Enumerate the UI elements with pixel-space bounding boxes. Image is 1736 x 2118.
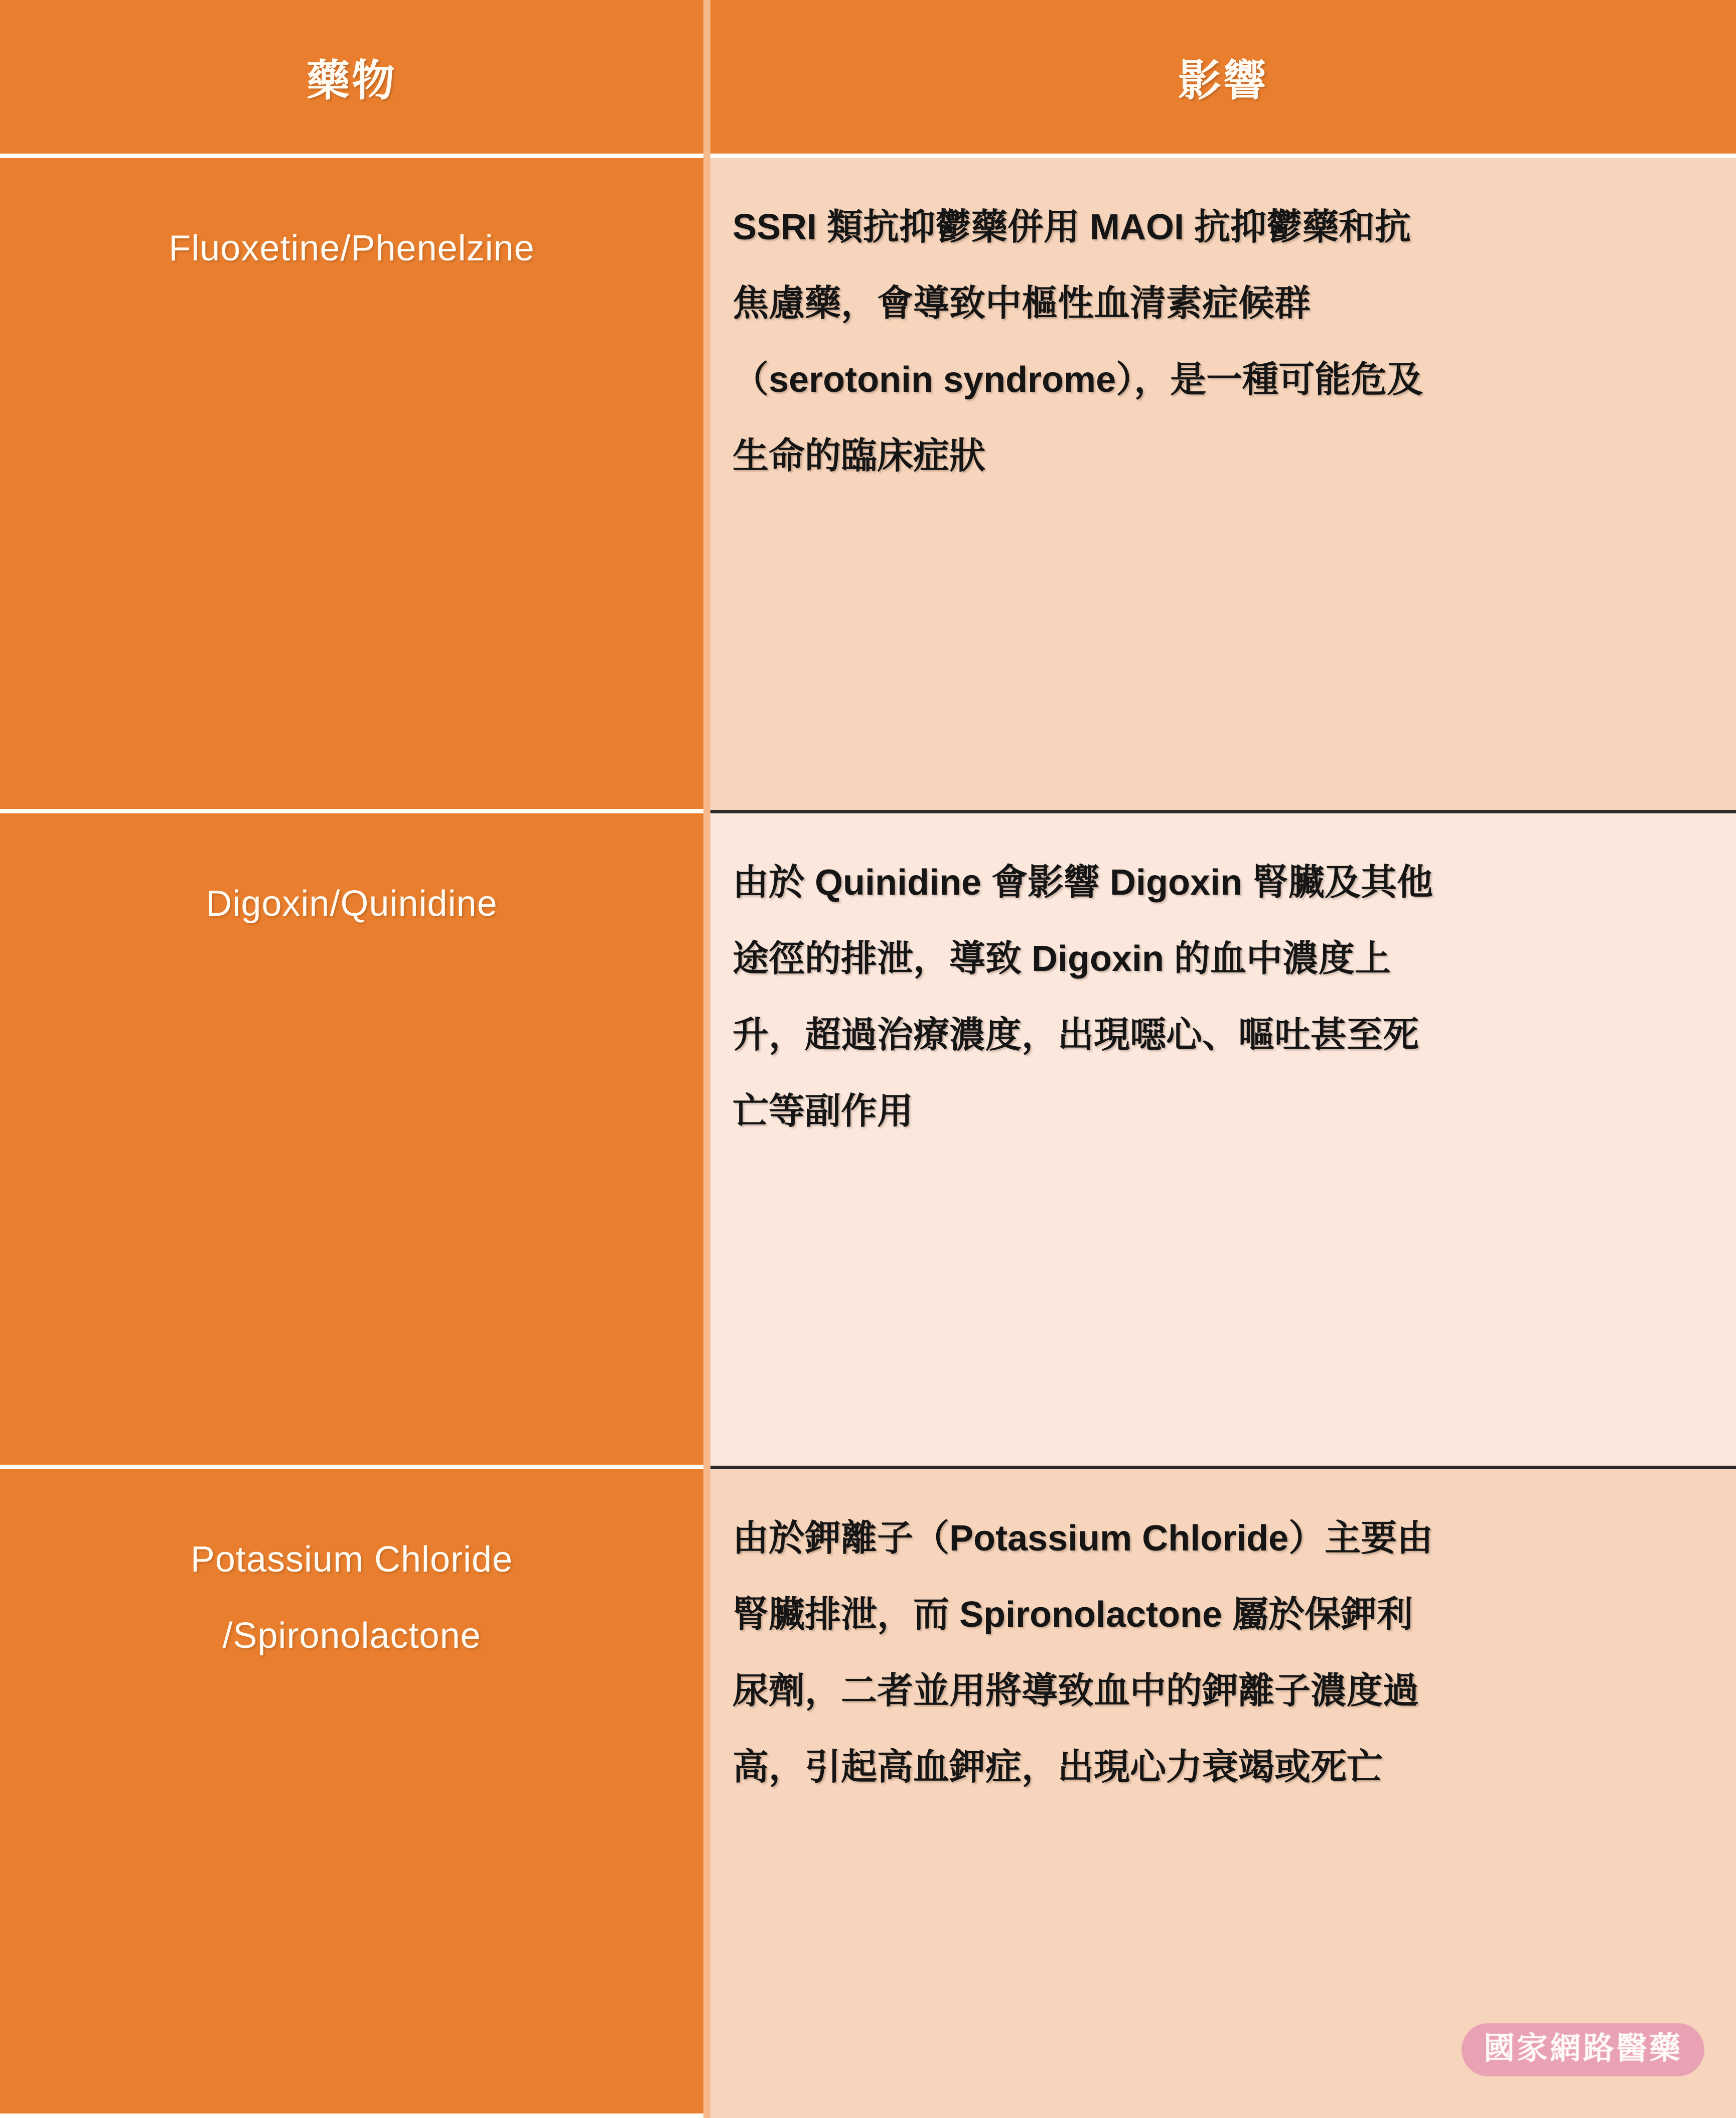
drug-name-line: Digoxin/Quinidine <box>206 884 498 924</box>
drug-name-line: Potassium Chloride <box>190 1539 513 1580</box>
table-header-row <box>0 0 1736 158</box>
effect-cell <box>710 158 1736 813</box>
effect-text-line: 生命的臨床症狀 <box>733 436 986 476</box>
effect-text-line: 由於 Quinidine 會影響 Digoxin 腎臟及其他 <box>733 863 1433 903</box>
site-watermark-badge: 國家網路醫藥 <box>1462 2023 1704 2076</box>
effect-text-line: SSRI 類抗抑鬱藥併用 MAOI 抗抑鬱藥和抗 <box>733 207 1411 247</box>
effect-text-line: （serotonin syndrome），是一種可能危及 <box>733 360 1423 400</box>
drug-cell <box>0 158 703 813</box>
effect-cell <box>710 1469 1736 2118</box>
drug-name-line: Fluoxetine/Phenelzine <box>169 228 535 268</box>
effect-text-line: 亡等副作用 <box>733 1091 914 1132</box>
table-row <box>0 813 1736 1469</box>
table-row <box>0 1469 1736 2118</box>
column-divider <box>703 158 710 813</box>
effect-text-line: 由於鉀離子（Potassium Chloride）主要由 <box>733 1518 1433 1559</box>
drug-name-line: /Spironolactone <box>222 1615 481 1656</box>
column-divider <box>703 0 710 158</box>
effect-text-line: 焦慮藥，會導致中樞性血清素症候群 <box>733 284 1311 324</box>
effect-text-line: 升，超過治療濃度，出現噁心、嘔吐甚至死 <box>733 1015 1419 1056</box>
effect-text-line: 腎臟排泄，而 Spironolactone 屬於保鉀利 <box>733 1594 1413 1635</box>
column-header-effect: 影響 <box>710 0 1736 158</box>
column-header-drug: 藥物 <box>0 0 703 158</box>
drug-cell <box>0 813 703 1469</box>
table-row <box>0 158 1736 813</box>
drug-cell <box>0 1469 703 2118</box>
column-divider <box>703 1469 710 2118</box>
column-divider <box>703 813 710 1469</box>
effect-text-line: 高，引起高血鉀症，出現心力衰竭或死亡 <box>733 1747 1383 1787</box>
effect-cell <box>710 813 1736 1469</box>
effect-text-line: 途徑的排泄，導致 Digoxin 的血中濃度上 <box>733 939 1391 979</box>
effect-text-line: 尿劑，二者並用將導致血中的鉀離子濃度過 <box>733 1670 1419 1711</box>
